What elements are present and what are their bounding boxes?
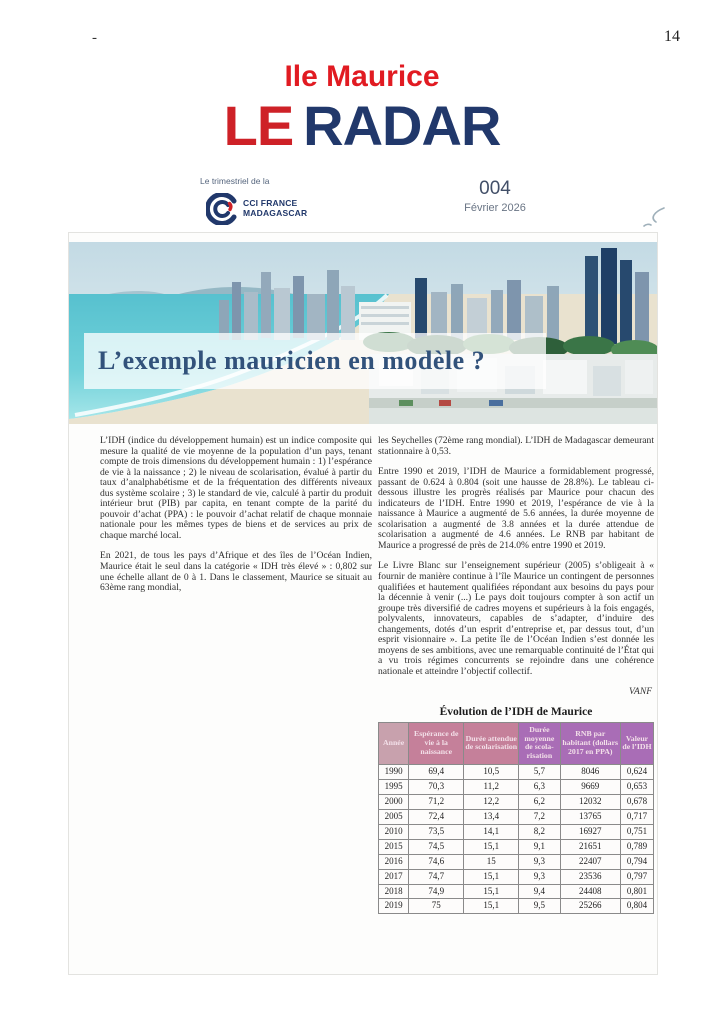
- cci-logo-text: [243, 199, 307, 219]
- cell-valeur-idh: 0,751: [621, 824, 654, 839]
- cell-duree-attendue: 13,4: [464, 810, 519, 825]
- cell-esperance: 74,6: [409, 854, 464, 869]
- paragraph-livre-blanc: Le Livre Blanc sur l’enseignement supérieur (2005) s’obligeait à « fournir de manière continue à l’île Maurice un contingent de personnes qualifiées et hautement qualifiées répondant aux besoins du pays pour la décennie à venir (...) Le pays doit toujours compter à son actif un groupe très diversifié de cadres moyens et supérieurs à la fois engagés, polyvalents, innovateurs, capables de s’adapter, d’induire des changements, dotés d’un esprit d’entreprise et, par dessus tout, d’un esprit visionnaire ». La petite île de l’Océan Indien s’est donnée les moyens de ses ambitions, avec une remarquable continuité de l’État qui a vu trois régimes concurrents se rejoindre dans une cohérence nationale et atteindre l’objectif collectif.: [378, 560, 654, 677]
- cell-duree-attendue: 12,2: [464, 795, 519, 810]
- col-header-esperance: Espérance de vie à la naissance: [409, 722, 464, 765]
- cell-duree-attendue: 11,2: [464, 780, 519, 795]
- table-row: [379, 839, 654, 854]
- paragraph-seychelles: les Seychelles (72ème rang mondial). L’IDH de Madagascar demeurant stationnaire à 0,53.: [378, 435, 654, 457]
- cell-valeur-idh: 0,717: [621, 810, 654, 825]
- cell-duree-attendue: 15,1: [464, 839, 519, 854]
- col-header-duree-attendue: Durée attendue de scolarisation: [464, 722, 519, 765]
- table-row: [379, 780, 654, 795]
- masthead-tagline: Le trimestriel de la: [200, 176, 270, 186]
- cci-logo: [206, 193, 307, 225]
- cell-rnb: 16927: [560, 824, 621, 839]
- cell-esperance: 74,5: [409, 839, 464, 854]
- cci-line1: CCI FRANCE: [243, 198, 298, 209]
- cell-esperance: 74,9: [409, 884, 464, 899]
- logo-radar-text: RADAR: [303, 94, 501, 157]
- col-header-duree-moyenne: Durée moyenne de scola-risation: [519, 722, 560, 765]
- cell-rnb: 8046: [560, 765, 621, 780]
- cci-circle-icon: [206, 193, 238, 225]
- cell-annee: 2017: [379, 869, 409, 884]
- cell-duree-moyenne: 7,2: [519, 810, 560, 825]
- col-header-annee: Année: [379, 722, 409, 765]
- issue-number: 004: [479, 178, 511, 199]
- cell-duree-attendue: 14,1: [464, 824, 519, 839]
- cell-esperance: 75: [409, 899, 464, 914]
- cell-esperance: 71,2: [409, 795, 464, 810]
- cell-valeur-idh: 0,624: [621, 765, 654, 780]
- author-signature: VANF: [628, 687, 652, 698]
- cell-rnb: 22407: [560, 854, 621, 869]
- cell-rnb: 23536: [560, 869, 621, 884]
- cell-duree-attendue: 15,1: [464, 899, 519, 914]
- cell-esperance: 74,7: [409, 869, 464, 884]
- cell-valeur-idh: 0,678: [621, 795, 654, 810]
- page-number: 14: [664, 28, 680, 45]
- article-headline: L’exemple mauricien en modèle ?: [98, 346, 486, 375]
- cell-duree-moyenne: 8,2: [519, 824, 560, 839]
- cell-duree-moyenne: 9,1: [519, 839, 560, 854]
- logo-le-text: LE: [223, 94, 294, 157]
- cell-rnb: 25266: [560, 899, 621, 914]
- cell-duree-moyenne: 9,4: [519, 884, 560, 899]
- cell-rnb: 12032: [560, 795, 621, 810]
- table-body: [379, 765, 654, 914]
- idh-evolution-table: [378, 722, 654, 915]
- cell-esperance: 70,3: [409, 780, 464, 795]
- cell-esperance: 69,4: [409, 765, 464, 780]
- cell-duree-moyenne: 9,3: [519, 854, 560, 869]
- cell-duree-moyenne: 9,5: [519, 899, 560, 914]
- cell-esperance: 72,4: [409, 810, 464, 825]
- cell-annee: 2016: [379, 854, 409, 869]
- cell-valeur-idh: 0,804: [621, 899, 654, 914]
- cell-annee: 2000: [379, 795, 409, 810]
- cell-rnb: 24408: [560, 884, 621, 899]
- cell-esperance: 73,5: [409, 824, 464, 839]
- cci-line2: MADAGASCAR: [243, 208, 308, 218]
- cell-rnb: 9669: [560, 780, 621, 795]
- col-header-valeur-idh: Valeur de l’IDH: [621, 722, 654, 765]
- paragraph-idh-definition: L’IDH (indice du développement humain) est un indice composite qui mesure la qualité de vie moyenne de la population d’un pays, tenant compte de trois dimensions du développement humain : 1) l’espérance de vie à la naissance ; 2) le niveau de scolarisation, évalué à partir du taux d’analphabétisme et de la fréquentation des différents niveaux dus système scolaire ; 3) le standard de vie, calculé à partir du produit intérieur brut (PIB) par capita, en tenant compte de la parité du pouvoir d’achat (PPA) : le pouvoir d’achat relatif de chaque monnaie nationale pour les mêmes types de biens et de services au prix de chaque marché local.: [100, 435, 372, 541]
- cell-annee: 2005: [379, 810, 409, 825]
- table-row: [379, 854, 654, 869]
- scanned-article: [68, 232, 658, 975]
- article-column-right: [378, 436, 654, 914]
- cell-rnb: 13765: [560, 810, 621, 825]
- issue-date: Février 2026: [464, 202, 526, 214]
- cell-annee: 2015: [379, 839, 409, 854]
- paragraph-2021-ranking: En 2021, de tous les pays d’Afrique et des îles de l’Océan Indien, Maurice était le seul dans la catégorie « IDH très élevé » : 0,802 sur une échelle allant de 0 à 1. Dans le classement, Maurice se situait au 63ème rang mondial,: [100, 550, 372, 594]
- table-row: [379, 899, 654, 914]
- cell-valeur-idh: 0,801: [621, 884, 654, 899]
- article-column-left: [100, 436, 372, 604]
- cell-annee: 1990: [379, 765, 409, 780]
- article-photo: [69, 242, 657, 424]
- cell-duree-attendue: 15,1: [464, 869, 519, 884]
- cell-valeur-idh: 0,789: [621, 839, 654, 854]
- table-row: [379, 765, 654, 780]
- table-row: [379, 795, 654, 810]
- cell-valeur-idh: 0,794: [621, 854, 654, 869]
- le-radar-logo: [0, 94, 724, 157]
- top-left-mark: -: [92, 30, 97, 46]
- paragraph-progress-1990-2019: Entre 1990 et 2019, l’IDH de Maurice a formidablement progressé, passant de 0.624 à 0.804 (soit une hausse de 28.8%). Le tableau ci-dessous illustre les progrès réalisés par Maurice pour chacun des indicateurs de l’IDH. Entre 1990 et 2019, l’espérance de vie à la naissance à Maurice a augmenté de 5.6 années, la durée moyenne de scolarisation a augmenté de 3.8 années et la durée attendue de scolarisation a augmenté de 4.6 années. Le RNB par habitant de Maurice a progressé de près de 214.0% entre 1990 et 2019.: [378, 466, 654, 551]
- table-row: [379, 810, 654, 825]
- cell-annee: 2018: [379, 884, 409, 899]
- cell-annee: 2019: [379, 899, 409, 914]
- col-header-rnb: RNB par habitant (dollars 2017 en PPA): [560, 722, 621, 765]
- cell-duree-moyenne: 5,7: [519, 765, 560, 780]
- cell-duree-moyenne: 6,2: [519, 795, 560, 810]
- table-row: [379, 869, 654, 884]
- table-title: Évolution de l’IDH de Maurice: [439, 705, 593, 718]
- table-header-row: [379, 722, 654, 765]
- headline-band: [84, 333, 546, 389]
- cell-annee: 2010: [379, 824, 409, 839]
- cell-duree-moyenne: 9,3: [519, 869, 560, 884]
- cell-valeur-idh: 0,797: [621, 869, 654, 884]
- cell-annee: 1995: [379, 780, 409, 795]
- table-row: [379, 824, 654, 839]
- cell-valeur-idh: 0,653: [621, 780, 654, 795]
- page-title: Ile Maurice: [284, 60, 440, 93]
- cell-duree-attendue: 15,1: [464, 884, 519, 899]
- cell-duree-attendue: 15: [464, 854, 519, 869]
- table-row: [379, 884, 654, 899]
- cell-duree-moyenne: 6,3: [519, 780, 560, 795]
- cell-duree-attendue: 10,5: [464, 765, 519, 780]
- cell-rnb: 21651: [560, 839, 621, 854]
